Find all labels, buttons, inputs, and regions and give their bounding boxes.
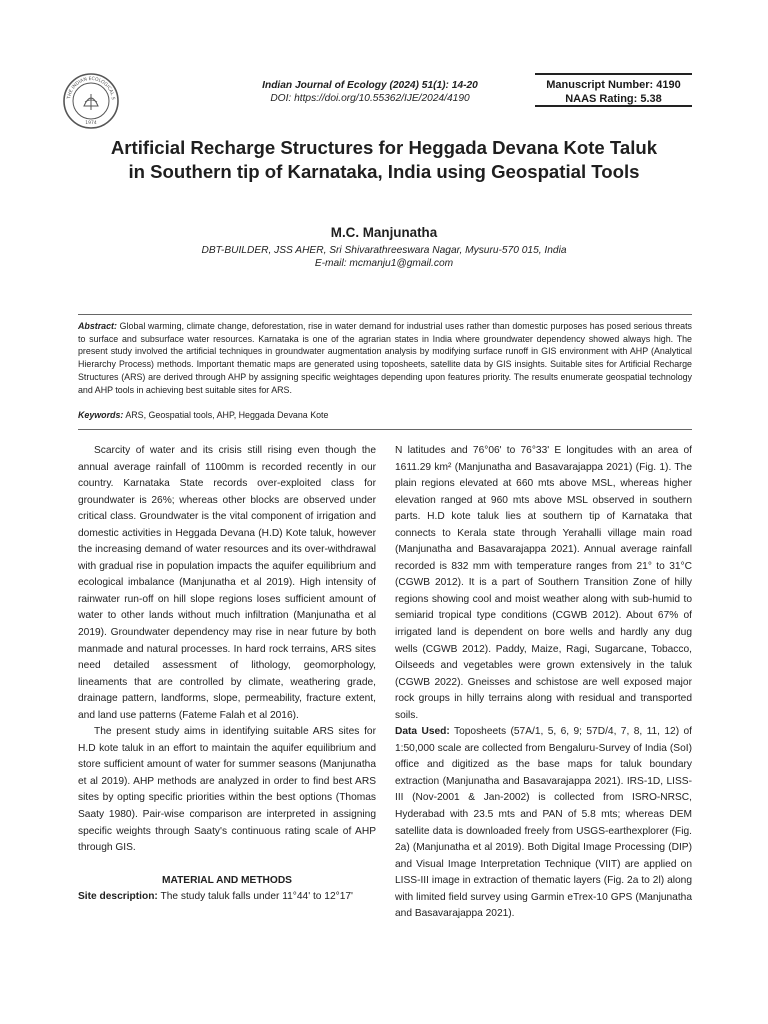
site-paragraph: N latitudes and 76°06' to 76°33' E longitudes with an area of 1611.29 km² (Manjunatha and Basavarajappa 2021) (Fig. 1). The plain regions elevated at 660 mts above MSL, whereas higher elevation ranged at 960 mts above MSL observed in southern parts. H.D kote taluk lies at southern tip of Karnataka that connects to Kerala state through Yerahalli village main road (Manjunatha and Basavarajappa 2021). Annual average rainfall recorded is 832 mm with temperature ranges from 21° to 31°C (CGWB 2012). It is a part of Southern Transition Zone of hilly regions showing cool and moist weather along with sub-humid to semiarid tropical type conditions (CGWB 2012). About 67% of irrigated land is dependent on bore wells and hardly any dug wells (CGWB 2012). Paddy, Maize, Ragi, Sugarcane, Tobacco, Oilseeds and vegetables were grown extensively in the taluk (CGWB 2022). Gneisses and schistose are well exposed major rock groups in hilly terrains along with residual and transported soils. [395,445,692,721]
intro-paragraph-1: Scarcity of water and its crisis still rising even though the annual average rainfall of 1100mm is recorded recently in our country. Karnataka State records over-exploited class for groundwater is 26%; whereas other blocks are observed under critical class. Groundwater is the vital component of irrigation and domestic activities in Heggada Devana (H.D) Kote taluk, however the increasing demand of water resources and its over-withdrawal with gradual rise in population impacts the aquifer equilibrium and ecological imbalance (Manjunatha et al 2019). High intensity of rainwater run-off on hill slope regions loses sufficient amount of water to other lands without much infiltration (Manjunatha et al 2019). Groundwater dependency may rise in near future by both manmade and natural processes. In hard rock terrains, ARS sites need detailed assessment of lithology, geomorphology, lineaments that are controlled by climate, weathering grade, drainage pattern, landforms, slope, permeability, fracture extent, and land use patterns (Fateme Falah et al 2016). [78,445,376,721]
affiliation-block [40,245,728,271]
data-used [395,724,692,923]
site-text: The study taluk falls under 11°44' to 12°17' [157,891,353,903]
data-label: Data Used: [395,726,450,738]
abstract-text: Global warming, climate change, deforestation, rise in water demand for industrial uses rather than domestic purposes has posed serious threats to surface and subsurface water resources. Karnataka is one of the agrarian states in India where groundwater dependency showed always high. The present study involved the artificial techniques in groundwater augmentation analysis by modifying surface runoff in GIS environment with AHP (Analytical Hierarchy Process) methods. Important thematic maps are generated using toposheets, satellite data by GIS insights. Suitable sites for Artificial Recharge Structures (ARS) are derived through AHP by assigning specific weightages depending upon features priority. The results enumerate geospatial technology and AHP tools in achieving best suitable sites for ARS. [78,321,692,395]
journal-citation [230,80,510,105]
divider-bottom [78,429,692,430]
section-heading: MATERIAL AND METHODS [162,874,292,886]
abstract [78,320,692,396]
keywords-label: Keywords: [78,410,124,420]
intro-paragraph-2: The present study aims in identifying suitable ARS sites for H.D kote taluk in an effort to maintain the aquifer equilibrium and store sufficient amount of water for summer seasons (Manjunatha et al 2019). AHP methods are analyzed in order to find best ARS sites by opting specific priorities within the best options (Thomas Saaty 1980). Pair-wise comparison are interpreted in assigning specific weights through Saaty's continuous rating scale of AHP through GIS. [78,726,376,854]
paper-title [40,136,728,183]
keywords-text: ARS, Geospatial tools, AHP, Heggada Devana Kote [123,410,329,420]
title-line-1: Artificial Recharge Structures for Heggada Devana Kote Taluk [110,137,658,158]
manuscript-number: Manuscript Number: 4190 [546,79,681,91]
divider-top [78,314,692,315]
doi: DOI: https://doi.org/10.55362/IJE/2024/4190 [270,92,470,104]
journal-logo [62,72,120,130]
journal-name: Indian Journal of Ecology (2024) 51(1): 14-20 [262,80,478,91]
left-column [78,443,376,906]
email: E-mail: mcmanju1@gmail.com [314,257,454,269]
affiliation: DBT-BUILDER, JSS AHER, Sri Shivarathreeswara Nagar, Mysuru-570 015, India [201,245,567,256]
logo-text: THE INDIAN ECOLOGICAL S [67,76,116,101]
naas-rating: NAAS Rating: 5.38 [565,93,662,105]
site-description [78,889,376,906]
data-text: Toposheets (57A/1, 5, 6, 9; 57D/4, 7, 8, 11, 12) of 1:50,000 scale are collected from Bengaluru-Survey of India (SoI) office and digitized as the base maps for taluk boundary extraction (Manjunatha and Basavarajappa 2021). IRS-1D, LISS-III (Nov-2001 & Jan-2002) is collected from ISRO-NRSC, Hyderabad with 23.5 mts and PAN of 5.8 mts; whereas DEM satellite data is downloaded freely from USGS-earthexplorer (Fig. 2a) (Manjunatha et al 2019). Both Digital Image Processing (DIP) and Visual Image Interpretation Technique (VIIT) are applied on LISS-III image in extraction of thematic layers (Fig. 2a to 2l) along with limited field survey using Garmin eTrex-10 GPS (Manjunatha and Basavarajappa 2021). [395,726,692,920]
right-column [395,443,692,923]
site-label: Site description: [78,891,158,903]
title-line-2: in Southern tip of Karnataka, India using Geospatial Tools [128,160,640,182]
abstract-label: Abstract: [78,321,117,331]
keywords [78,410,692,420]
manuscript-box [535,73,692,107]
author-name: M.C. Manjunatha [330,225,438,240]
logo-year: 1974 [85,121,97,126]
